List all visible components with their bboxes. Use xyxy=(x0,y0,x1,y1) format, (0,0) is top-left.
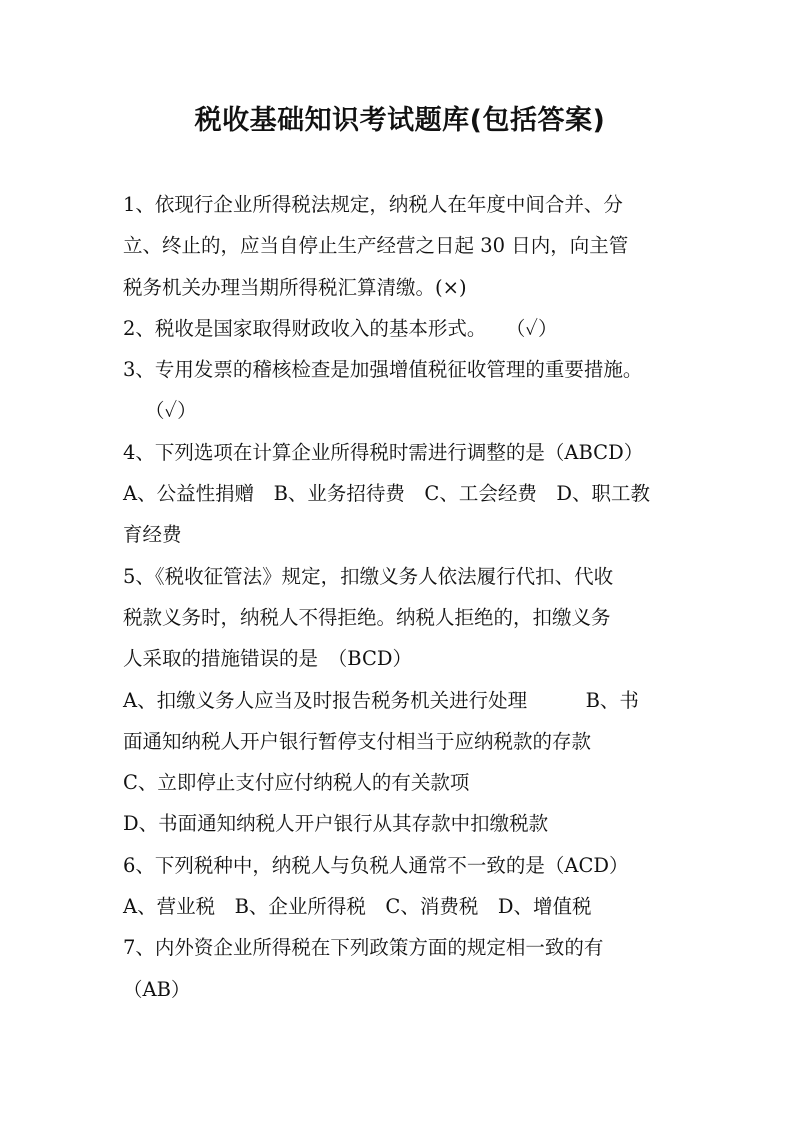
page-title: 税收基础知识考试题库(包括答案) xyxy=(194,105,606,136)
text-line: 5、《税收征管法》规定，扣缴义务人依法履行代扣、代收 xyxy=(123,564,614,588)
text-line: A、公益性捐赠 B、业务招待费 C、工会经费 D、职工教 xyxy=(123,482,650,506)
text-line: 2、税收是国家取得财政收入的基本形式。 （✓） xyxy=(123,316,558,340)
text-line: A、扣缴义务人应当及时报告税务机关进行处理 B、书 xyxy=(123,688,639,712)
text-line: 3、专用发票的稽核检查是加强增值税征收管理的重要措施。 xyxy=(123,358,643,382)
text-line: A、营业税 B、企业所得税 C、消费税 D、增值税 xyxy=(123,895,592,919)
text-line: 1、依现行企业所得税法规定，纳税人在年度中间合并、分 xyxy=(123,193,623,216)
text-line: （✓） xyxy=(145,399,197,423)
text-line: 人采取的措施错误的是 （BCD） xyxy=(123,647,412,671)
text-line: 立、终止的，应当自停止生产经营之日起 30 日内，向主管 xyxy=(123,234,629,258)
text-line: 税款义务时，纳税人不得拒绝。纳税人拒绝的，扣缴义务 xyxy=(123,605,611,629)
text-line: 面通知纳税人开户银行暂停支付相当于应纳税款的存款 xyxy=(123,729,592,753)
text-line: 6、下列税种中，纳税人与负税人通常不一致的是（ACD） xyxy=(123,853,629,877)
text-line: 7、内外资企业所得税在下列政策方面的规定相一致的有 xyxy=(123,936,604,960)
text-line: 税务机关办理当期所得税汇算清缴。(×) xyxy=(123,275,467,299)
text-line: D、书面通知纳税人开户银行从其存款中扣缴税款 xyxy=(123,812,549,836)
text-line: 育经费 xyxy=(123,523,182,547)
text-line: 4、下列选项在计算企业所得税时需进行调整的是（ABCD） xyxy=(123,440,644,464)
document-body xyxy=(123,184,683,1010)
text-line: （AB） xyxy=(123,977,191,1001)
text-line: C、立即停止支付应付纳税人的有关款项 xyxy=(123,771,470,795)
